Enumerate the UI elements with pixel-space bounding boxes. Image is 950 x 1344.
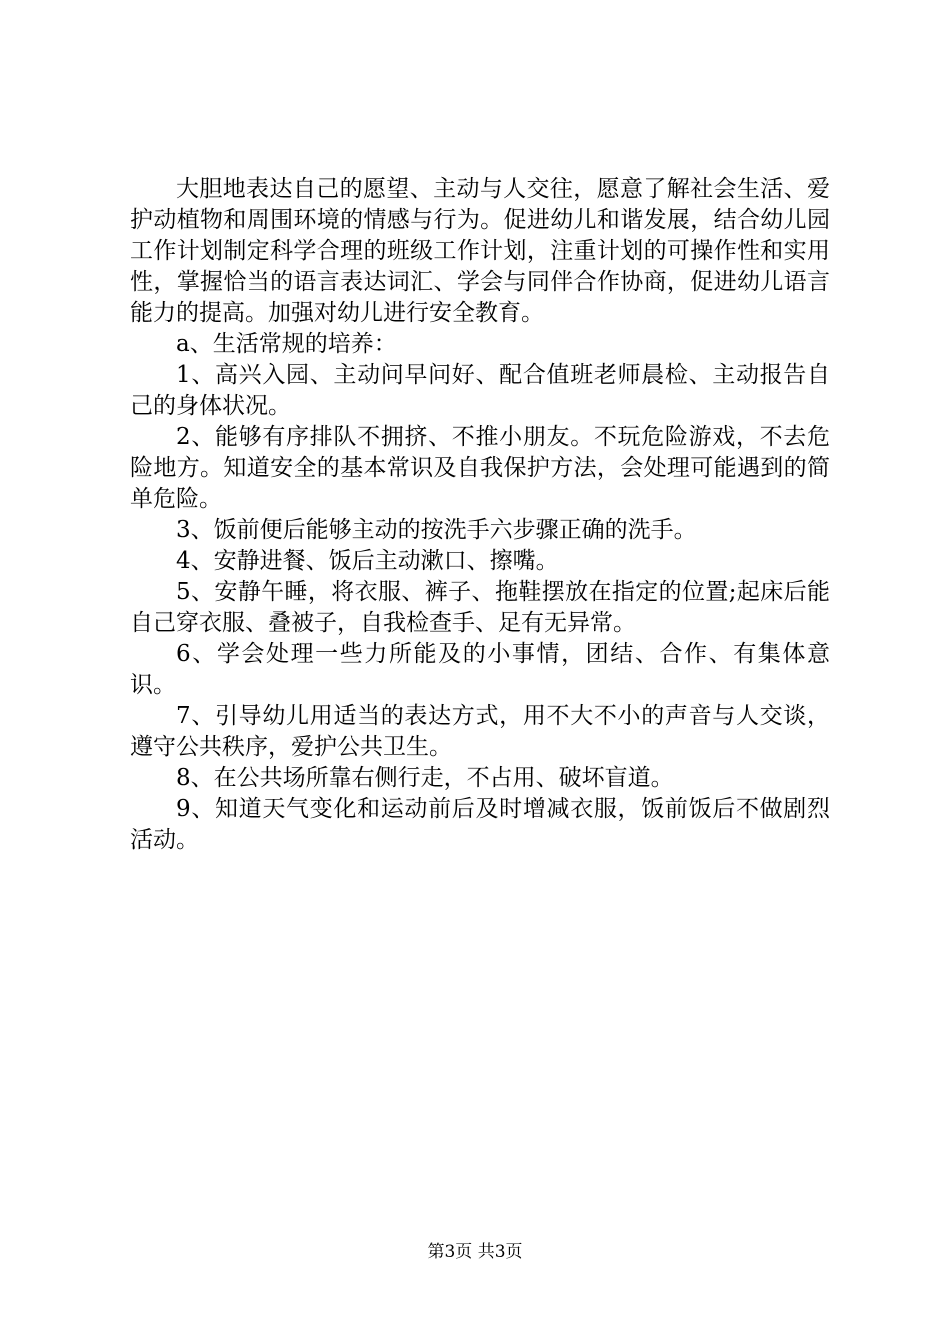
list-item: 2、能够有序排队不拥挤、不推小朋友。不玩危险游戏，不去危险地方。知道安全的基本常识及自我保护方法，会处理可能遇到的简单危险。	[130, 424, 830, 512]
list-item: 4、安静进餐、饭后主动漱口、擦嘴。	[176, 548, 559, 574]
document-body	[130, 174, 830, 856]
list-item: 5、安静午睡，将衣服、裤子、拖鞋摆放在指定的位置;起床后能自己穿衣服、叠被子，自我检查手、足有无异常。	[130, 579, 830, 636]
list-item: 1、高兴入园、主动问早问好、配合值班老师晨检、主动报告自己的身体状况。	[130, 362, 830, 419]
list-item: 9、知道天气变化和运动前后及时增减衣服，饭前饭后不做剧烈活动。	[130, 796, 830, 853]
list-item: 7、引导幼儿用适当的表达方式，用不大不小的声音与人交谈，遵守公共秩序，爱护公共卫生。	[130, 703, 830, 760]
section-heading: a、生活常规的培养：	[176, 331, 397, 357]
paragraph-intro: 大胆地表达自己的愿望、主动与人交往，愿意了解社会生活、爱护动植物和周围环境的情感与行为。促进幼儿和谐发展，结合幼儿园工作计划制定科学合理的班级工作计划，注重计划的可操作性和实用性，掌握恰当的语言表达词汇、学会与同伴合作协商，促进幼儿语言能力的提高。加强对幼儿进行安全教育。	[130, 176, 830, 326]
page-number-footer: 第3页 共3页	[427, 1242, 523, 1262]
list-item: 8、在公共场所靠右侧行走，不占用、破坏盲道。	[176, 765, 674, 791]
list-item: 3、饭前便后能够主动的按洗手六步骤正确的洗手。	[176, 517, 697, 543]
list-item: 6、学会处理一些力所能及的小事情，团结、合作、有集体意识。	[130, 641, 830, 698]
